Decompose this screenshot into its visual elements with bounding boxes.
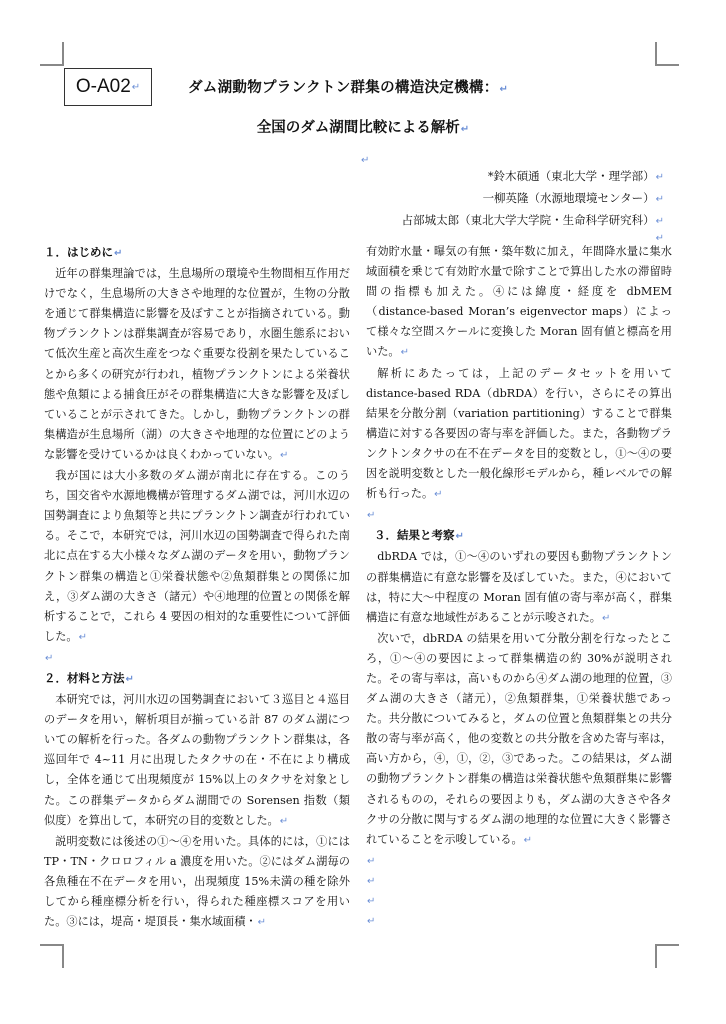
empty-paragraph — [366, 871, 672, 891]
paragraph-mark-icon: ↵ — [655, 233, 664, 244]
paragraph-mark-icon: ↵ — [367, 875, 376, 887]
empty-paragraph — [360, 148, 369, 167]
page-corner-mark-top-left — [40, 42, 64, 66]
page-corner-mark-top-right — [655, 42, 679, 66]
paragraph-mark-icon: ↵ — [131, 81, 141, 93]
paragraph-mark-icon: ↵ — [367, 510, 376, 522]
left-column — [44, 242, 350, 933]
empty-paragraph — [44, 648, 350, 668]
paragraph-mark-icon: ↵ — [367, 896, 376, 907]
title-line-1: ダム湖動物プランクトン群集の構造決定機構：↵ — [188, 80, 509, 96]
presentation-code-box — [64, 68, 152, 106]
paragraph-mark-icon: ↵ — [655, 194, 664, 205]
paragraph-mark-icon: ↵ — [279, 815, 289, 827]
author: 一柳英隆（水源地環境センター）↵ — [482, 191, 664, 205]
paragraph: 次いで，dbRDA の結果を用いて分散分割を行なったところ，①～④の要因によって群集構造の約 30%が説明された。その寄与率は，高いものから④ダム湖の地理的位置，③ダム湖の大きさ（諸元），②魚類群集，①栄養状態であった。共分散についてみると，ダムの位置と魚類群集との共分散の寄与率が高く，他の変数との共分散を含めた寄与率は，高い方から，④，①，②，③であった。この結果は，ダム湖の動物プランクトン群集の構造は栄養状態や魚類群集に影響されるものの，それらの要因よりも，ダム湖の大きさや各タクサの分散に関与するダム湖の地理的な位置に大きく影響されていることを示唆している。↵ — [366, 631, 672, 846]
paragraph-mark-icon: ↵ — [400, 347, 409, 359]
paragraph-mark-icon: ↵ — [601, 612, 611, 624]
author: 占部城太郎（東北大学大学院・生命科学研究科）↵ — [401, 213, 664, 227]
section-heading-methods: ２．材料と方法↵ — [44, 670, 134, 685]
paragraph: 解析にあたっては，上記のデータセットを用いて distance-based RDA（dbRDA）を行い，さらにその算出結果を分散分割（variation partitioning）することで群集構造に対する各要因の寄与率を評価した。また，各動物プランクトンタクサの在不在データを目的変数とし，①～④の要因を説明変数とした一般化線形モデルから，種レベルでの解析も行った。↵ — [366, 366, 672, 501]
section-heading-results: ３．結果と考察↵ — [374, 528, 464, 543]
page-corner-mark-bottom-left — [40, 944, 64, 968]
paragraph-mark-icon: ↵ — [367, 916, 376, 928]
paragraph: 有効貯水量・曝気の有無・築年数に加え，年間降水量に集水域面積を乗じて有効貯水量で除すことで算出した水の滞留時間の指標も加えた。④には緯度・経度を dbMEM（distance-based Moran’s eigenvector maps）によって様々な空間スケールに変換した Moran 固有値と標高を用いた。↵ — [366, 245, 672, 359]
title-line-2: 全国のダム湖間比較による解析↵ — [256, 120, 470, 136]
paragraph-mark-icon: ↵ — [257, 917, 266, 929]
paragraph-mark-icon: ↵ — [45, 652, 54, 664]
paragraph-mark-icon: ↵ — [655, 172, 664, 183]
author: *鈴木碩通（東北大学・理学部）↵ — [487, 169, 664, 183]
paragraph-mark-icon: ↵ — [367, 855, 376, 867]
paragraph-mark-icon: ↵ — [499, 84, 509, 95]
section-heading-intro: １．はじめに↵ — [44, 245, 123, 259]
right-column — [366, 242, 672, 931]
empty-paragraph — [366, 911, 672, 931]
paragraph: 説明変数には後述の①～④を用いた。具体的には，①には TP・TN・クロロフィル a 濃度を用いた。②にはダム湖毎の各魚種在不在データを用い，出現頻度 15%未満の種を除外してから種座標分析を行い，得られた種座標スコアを用いた。③には，堤高・堤頂長・集水域面積・↵ — [44, 834, 350, 929]
paragraph-mark-icon: ↵ — [78, 631, 87, 643]
paragraph-mark-icon: ↵ — [434, 489, 443, 501]
author-list — [402, 166, 664, 232]
empty-paragraph — [366, 891, 672, 911]
paragraph-mark-icon: ↵ — [655, 216, 664, 227]
paragraph: dbRDA では，①～④のいずれの要因も動物プランクトンの群集構造に有意な影響を及ぼしていた。また，④においては，特に大～中程度の Moran 固有値の寄与率が高く，群集構造に有意な地域性があることが示唆された。↵ — [366, 550, 672, 624]
presentation-code: O-A02 — [75, 76, 131, 97]
paragraph-mark-icon: ↵ — [523, 834, 533, 846]
paragraph-mark-icon: ↵ — [460, 124, 470, 135]
paragraph: 近年の群集理論では，生息場所の環境や生物間相互作用だけでなく，生息場所の大きさや地理的な位置が，生物の分散を通じて群集構造に影響を及ぼすことが指摘されている。動物プランクトンは群集調査が容易であり，水圏生態系において低次生産と高次生産をつなぐ重要な役割を果たしていることから多くの研究が行われ，植物プランクトンによる栄養状態や魚類による捕食圧がその群集構造に大きな影響を及ぼしていることが示されてきた。しかし，動物プランクトンの群集構造が生息場所（湖）の大きさや地理的な位置にどのような影響を受けているかは良くわかっていない。↵ — [44, 267, 350, 461]
paragraph-mark-icon: ↵ — [125, 673, 134, 685]
paragraph-mark-icon: ↵ — [361, 155, 370, 166]
paragraph-mark-icon: ↵ — [455, 531, 464, 543]
page-corner-mark-bottom-right — [655, 944, 679, 968]
paragraph: 本研究では，河川水辺の国勢調査において３巡目と４巡目のデータを用い，解析項目が揃っている計 87 のダム湖についての解析を行った。各ダムの動物プランクトン群集は，各巡回年で 4~11 月に出現したタクサの在・不在により構成し，全体を通じて出現頻度が 15%以上のタクサを対象とした。この群集データからダム湖間での Sorensen 指数（類似度）を算出して，本研究の目的変数とした。↵ — [44, 693, 350, 827]
empty-paragraph — [366, 851, 672, 871]
paragraph-mark-icon: ↵ — [279, 449, 289, 461]
paragraph-mark-icon: ↵ — [114, 248, 123, 259]
empty-paragraph — [366, 505, 672, 525]
paragraph: 我が国には大小多数のダム湖が南北に存在する。このうち，国交省や水源地機構が管理するダム湖では，河川水辺の国勢調査により魚類等と共にプランクトン調査が行われている。そこで，本研究では，河川水辺の国勢調査で得られた南北に点在する大小様々なダム湖のデータを用い，動物プランクトン群集の構造と①栄養状態や②魚類群集との関係に加え，③ダム湖の大きさ（諸元）や④地理的位置との関係を解析することで，これら 4 要因の相対的な重要性について評価した。↵ — [44, 469, 350, 643]
